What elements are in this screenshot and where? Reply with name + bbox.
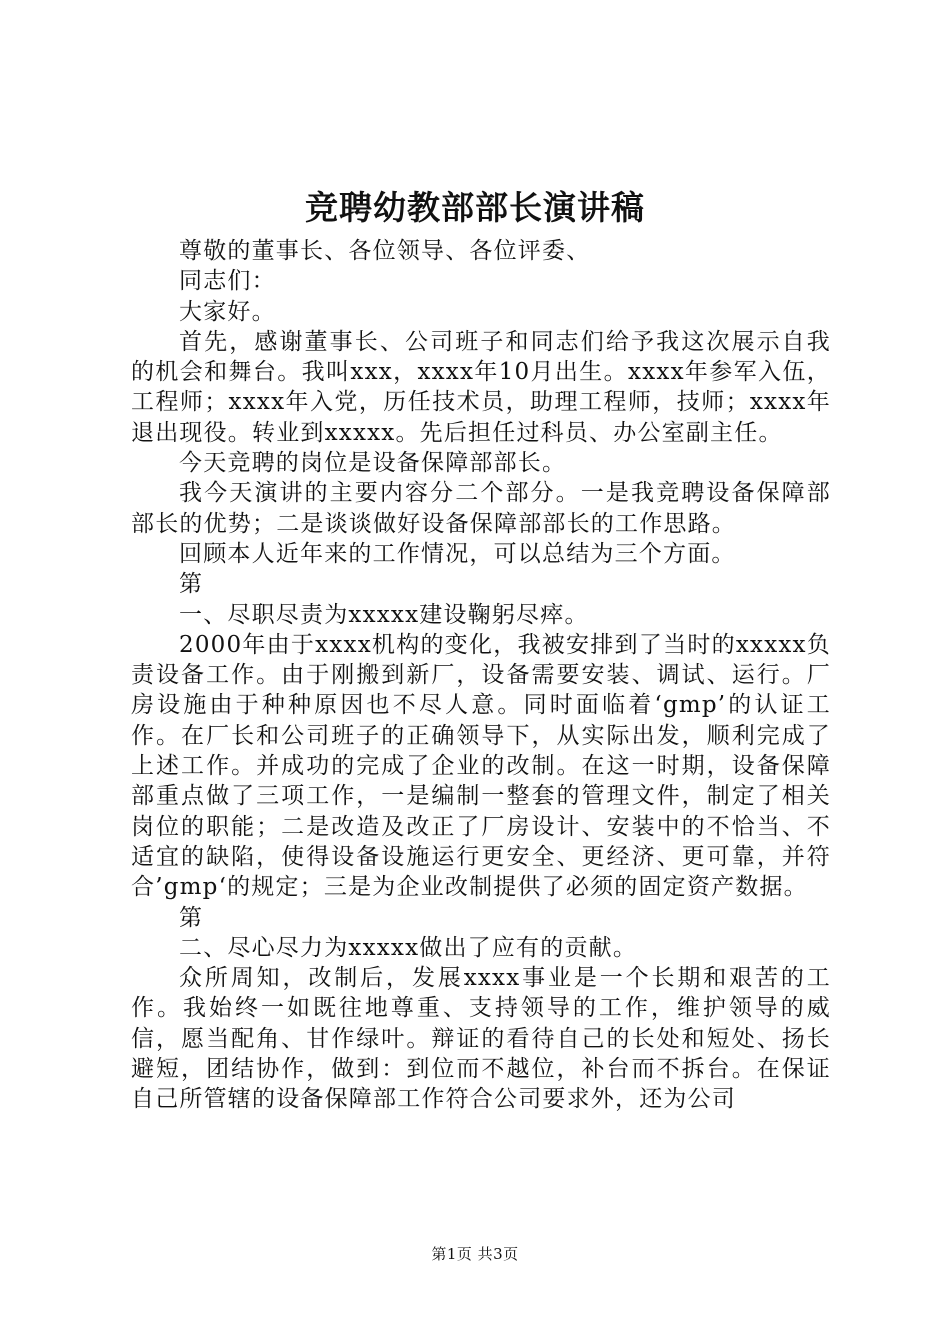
paragraph: 首先，感谢董事长、公司班子和同志们给予我这次展示自我的机会和舞台。我叫xxx，xxxx年10月出生。xxxx年参军入伍，工程师；xxxx年入党，历任技术员，助理工程师，技师；xxxx年退出现役。转业到xxxxx。先后担任过科员、办公室副主任。 — [131, 328, 831, 446]
paragraph: 回顾本人近年来的工作情况，可以总结为三个方面。 — [179, 540, 736, 567]
paragraph: 众所周知，改制后，发展xxxx事业是一个长期和艰苦的工作。我始终一如既往地尊重、支持领导的工作，维护领导的威信，愿当配角、甘作绿叶。辩证的看待自己的长处和短处、扬长避短，团结协作，做到：到位而不越位，补台而不拆台。在保证自己所管辖的设备保障部工作符合公司要求外，还为公司 — [131, 965, 831, 1113]
paragraph: 我今天演讲的主要内容分二个部分。一是我竞聘设备保障部部长的优势；二是谈谈做好设备保障部部长的工作思路。 — [131, 480, 831, 537]
page-number: 第1页 共3页 — [431, 1245, 519, 1263]
section-heading: 一、尽职尽责为xxxxx建设鞠躬尽瘁。 — [179, 601, 589, 628]
section-marker: 第 — [179, 571, 204, 598]
salutation-line: 尊敬的董事长、各位领导、各位评委、 — [179, 238, 591, 264]
greeting-line: 大家好。 — [179, 298, 276, 325]
document-body — [131, 236, 831, 1115]
paragraph: 2000年由于xxxx机构的变化，我被安排到了当时的xxxxx负责设备工作。由于刚搬到新厂，设备需要安装、调试、运行。厂房设施由于种种原因也不尽人意。同时面临着‘gmp’的认证工作。在厂长和公司班子的正确领导下，从实际出发，顺利完成了上述工作。并成功的完成了企业的改制。在这一时期，设备保障部重点做了三项工作，一是编制一整套的管理文件，制定了相关岗位的职能；二是改造及改正了厂房设计、安装中的不恰当、不适宜的缺陷，使得设备设施运行更安全、更经济、更可靠，并符合’gmp‘的规定；三是为企业改制提供了必须的固定资产数据。 — [131, 631, 831, 901]
salutation-line: 同志们： — [179, 268, 276, 295]
section-marker: 第 — [179, 904, 204, 931]
document-title: 竞聘幼教部部长演讲稿 — [305, 188, 645, 227]
paragraph: 今天竞聘的岗位是设备保障部部长。 — [179, 450, 567, 477]
section-heading: 二、尽心尽力为xxxxx做出了应有的贡献。 — [179, 934, 638, 961]
